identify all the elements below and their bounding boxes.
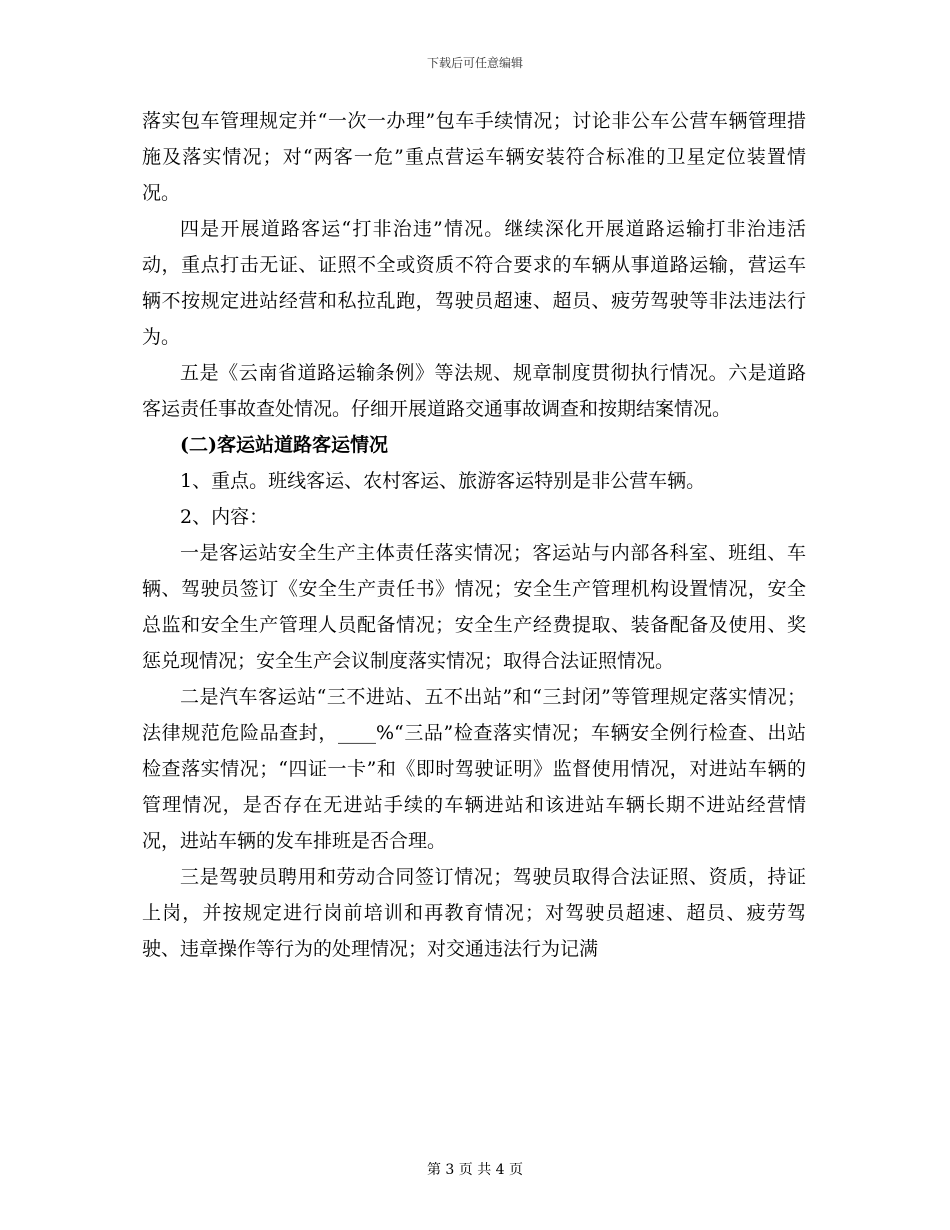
paragraph-content-label: 2、内容： xyxy=(180,506,269,528)
paragraph-focus: 1、重点。班线客运、农村客运、旅游客运特别是非公营车辆。 xyxy=(180,470,706,492)
paragraph-item-three: 三是驾驶员聘用和劳动合同签订情况；驾驶员取得合法证照、资质，持证上岗，并按规定进行岗前培训和再教育情况；对驾驶员超速、超员、疲劳驾驶、违章操作等行为的处理情况；对交通违法行为记满 xyxy=(142,866,806,960)
page-footer: 第 3 页 共 4 页 xyxy=(426,1162,524,1178)
document-body xyxy=(142,103,806,967)
section-heading: (二)客运站道路客运情况 xyxy=(180,434,388,456)
page-header: 下载后可任意编辑 xyxy=(426,56,523,70)
paragraph-continued: 落实包车管理规定并“一次一办理”包车手续情况；讨论非公车公营车辆管理措施及落实情况；对“两客一危”重点营运车辆安装符合标准的卫星定位装置情况。 xyxy=(142,110,806,204)
paragraph-item-one: 一是客运站安全生产主体责任落实情况；客运站与内部各科室、班组、车辆、驾驶员签订《安全生产责任书》情况；安全生产管理机构设置情况，安全总监和安全生产管理人员配备情况；安全生产经费提取、装备配备及使用、奖惩兑现情况；安全生产会议制度落实情况；取得合法证照情况。 xyxy=(142,542,806,672)
paragraph-item-five-six: 五是《云南省道路运输条例》等法规、规章制度贯彻执行情况。六是道路客运责任事故查处情况。仔细开展道路交通事故调查和按期结案情况。 xyxy=(142,362,806,420)
paragraph-item-four: 四是开展道路客运“打非治违”情况。继续深化开展道路运输打非治违活动，重点打击无证、证照不全或资质不符合要求的车辆从事道路运输，营运车辆不按规定进站经营和私拉乱跑，驾驶员超速、超员、疲劳驾驶等非法违法行为。 xyxy=(142,218,806,348)
paragraph-item-two: 二是汽车客运站“三不进站、五不出站”和“三封闭”等管理规定落实情况；法律规范危险品查封，____%“三品”检查落实情况；车辆安全例行检查、出站检查落实情况；“四证一卡”和《即时驾驶证明》监督使用情况，对进站车辆的管理情况，是否存在无进站手续的车辆进站和该进站车辆长期不进站经营情况，进站车辆的发车排班是否合理。 xyxy=(142,686,806,852)
